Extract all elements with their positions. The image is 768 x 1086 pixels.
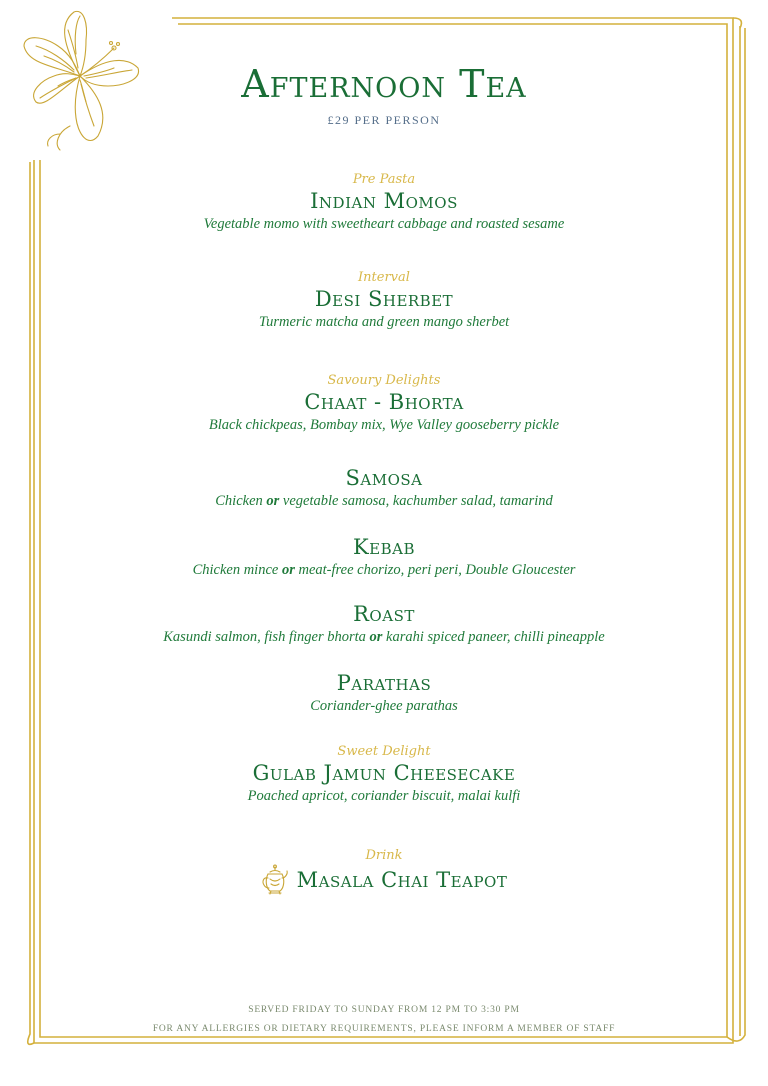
dish-name: Parathas [336,671,432,695]
section-kebab [0,534,768,580]
category-label: Sweet Delight [337,744,431,759]
category-label: Savoury Delights [327,373,441,388]
dish-description: Turmeric matcha and green mango sherbet [258,314,510,330]
teapot-icon [261,864,289,896]
section-interval [0,270,768,332]
footer-served-times: SERVED FRIDAY TO SUNDAY FROM 12 PM TO 3:30 PM [248,1005,520,1015]
footer-allergy-notice: FOR ANY ALLERGIES OR DIETARY REQUIREMENTS, PLEASE INFORM A MEMBER OF STAFF [152,1024,616,1034]
page-title: Afternoon Tea [241,62,527,106]
section-sweet-delight [0,744,768,806]
dish-description: Chicken mince or meat-free chorizo, peri peri, Double Gloucester [192,562,576,578]
dish-name: Chaat - Bhorta [304,390,464,414]
dish-name: Roast [353,602,415,626]
section-parathas [0,670,768,716]
dish-name: Indian Momos [310,189,458,213]
dish-description: Coriander-ghee parathas [310,698,458,714]
category-label: Interval [358,270,410,285]
section-roast [0,601,768,647]
category-label: Pre Pasta [352,172,416,187]
dish-name: Gulab Jamun Cheesecake [252,761,516,785]
dish-name: Samosa [345,466,423,490]
section-pre-pasta [0,172,768,234]
price-per-person: £29 PER PERSON [327,113,441,127]
dish-description: Poached apricot, coriander biscuit, malai kulfi [247,788,521,804]
dish-description: Black chickpeas, Bombay mix, Wye Valley gooseberry pickle [208,417,560,433]
section-savoury-chaat [0,373,768,435]
dish-description: Vegetable momo with sweetheart cabbage and roasted sesame [203,216,565,232]
section-samosa [0,465,768,511]
dish-description: Chicken or vegetable samosa, kachumber salad, tamarind [215,493,553,509]
drink-row [261,864,508,896]
category-label: Drink [365,848,403,863]
dish-description: Kasundi salmon, fish finger bhorta or karahi spiced paneer, chilli pineapple [163,629,605,645]
section-drink [0,848,768,900]
dish-name: Kebab [352,535,416,559]
dish-name: Desi Sherbet [314,287,454,311]
dish-name: Masala Chai Teapot [296,868,508,892]
